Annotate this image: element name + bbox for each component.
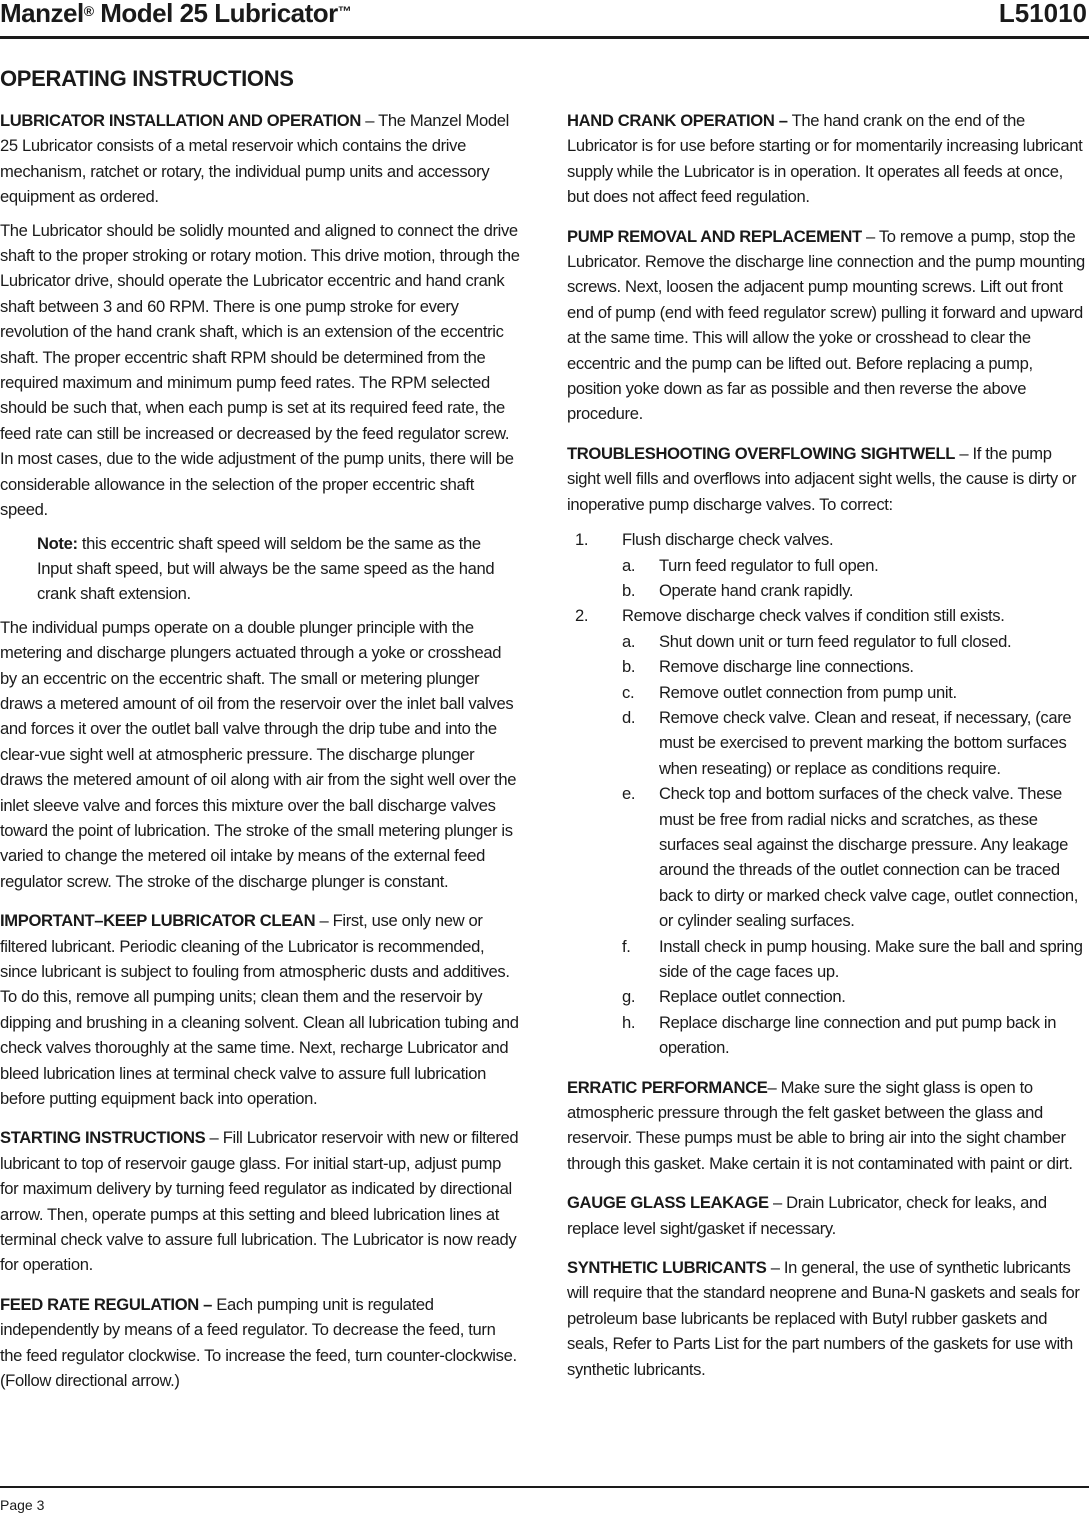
step-item: [567, 527, 1089, 603]
substep-item: [622, 984, 1089, 1009]
feed-rate-text: Each pumping unit is regulated independently by means of a feed regulator. To decrease the feed, turn the feed regulator clockwise. To increase the feed, turn counter-clockwise. (Follow directional arrow.): [0, 1294, 517, 1391]
gauge-glass-text: – Drain Lubricator, check for leaks, and replace level sight/gasket if necessary.: [567, 1193, 1047, 1238]
erratic-paragraph: [567, 1075, 1089, 1177]
substep-item: [622, 705, 1089, 781]
erratic-text: – Make sure the sight glass is open to atmospheric pressure through the felt gasket between the glass and reservoir. These pumps must be able to bring air into the sight chamber through this gasket. Make certain it is not contaminated with paint or dirt.: [567, 1077, 1073, 1173]
starting-paragraph: [0, 1125, 520, 1277]
mounting-paragraph: The Lubricator should be solidly mounted and aligned to connect the drive shaft to the proper stroking or rotary motion. This drive motion, through the Lubricator drive, should operate the Lubricator eccentric and hand crank shaft between 3 and 60 RPM. There is one pump stroke for every revolution of the hand crank shaft, which is an extension of the eccentric shaft. The proper eccentric shaft RPM should be determined from the required maximum and minimum pump feed rates. The RPM selected should be such that, when each pump is set at its required feed rate, the feed rate can still be increased or decreased by the feed regulator screw. In most cases, due to the wide adjustment of the pump units, there will be considerable allowance in the selection of the proper eccentric shaft speed.: [0, 220, 520, 520]
substep-item: [622, 578, 1089, 603]
hand-crank-text: The hand crank on the end of the Lubricator is for use before starting or for momentarily increasing lubricant supply while the Lubricator is in operation. It operates all feeds at once, but does not affect feed regulation.: [567, 111, 1083, 207]
section-title: OPERATING INSTRUCTIONS: [0, 66, 294, 91]
note-paragraph: [37, 531, 520, 607]
starting-heading: STARTING INSTRUCTIONS: [0, 1128, 206, 1148]
substep-item: [622, 1010, 1089, 1061]
document-code: L51010: [998, 0, 1087, 28]
substep-item: [622, 934, 1089, 985]
substep-letter: h.: [622, 1012, 636, 1032]
substep-text: Turn feed regulator to full open.: [659, 555, 879, 575]
substep-letter: a.: [622, 631, 636, 651]
substep-text: Shut down unit or turn feed regulator to full closed.: [659, 631, 1012, 651]
page-number: Page 3: [0, 1497, 45, 1513]
troubleshooting-paragraph: [567, 441, 1089, 517]
substep-letter: a.: [622, 555, 636, 575]
feed-rate-heading: FEED RATE REGULATION –: [0, 1294, 213, 1314]
header-divider: [0, 36, 1089, 39]
substeps-list: [622, 553, 1089, 604]
clean-paragraph: [0, 908, 520, 1111]
footer-divider: [0, 1486, 1089, 1488]
erratic-heading: ERRATIC PERFORMANCE: [567, 1077, 768, 1097]
title-model: Model 25 Lubricator: [93, 0, 338, 28]
substep-item: [622, 553, 1089, 578]
step-number: 2.: [575, 606, 589, 626]
left-column: [0, 108, 520, 1402]
substep-letter: b.: [622, 657, 636, 677]
clean-heading: IMPORTANT–KEEP LUBRICATOR CLEAN: [0, 911, 316, 931]
pump-removal-paragraph: [567, 224, 1089, 427]
substep-item: [622, 629, 1089, 654]
substep-item: [622, 781, 1089, 933]
pump-removal-text: – To remove a pump, stop the Lubricator. Remove the discharge line connection and the pump mounting screws. Next, loosen the adjacent pump mounting screws. Lift out front end of pump (end with feed regulator screw) pulling it forward and upward at the same time. This will allow the yoke or crosshead to clear the eccentric and the pump can be lifted out. Before replacing a pump, position yoke down as far as possible and then reverse the above procedure.: [567, 226, 1085, 424]
substep-item: [622, 654, 1089, 679]
substep-letter: d.: [622, 707, 636, 727]
substep-text: Check top and bottom surfaces of the check valve. These must be free from radial nicks and scratches, as these surfaces seal against the discharge pressure. Any leakage around the threads of the outlet connection can be traced back to dirty or marked check valve cage, outlet connection, or cylinder sealing surfaces.: [659, 784, 1078, 931]
installation-text: – The Manzel Model 25 Lubricator consists of a metal reservoir which contains the drive mechanism, ratchet or rotary, the individual pump units and accessory equipment as ordered.: [0, 111, 510, 207]
clean-text: – First, use only new or filtered lubricant. Periodic cleaning of the Lubricator is recommended, since lubricant is subject to fouling from atmospheric dusts and additives. To do this, remove all pumping units; clean them and the reservoir by dipping and brushing in a cleaning solvent. Clean all lubrication tubing and check valves thoroughly at the same time. Next, recharge Lubricator and bleed lubrication lines at terminal check valve to assure full lubrication before putting equipment back into operation.: [0, 911, 519, 1109]
starting-text: – Fill Lubricator reservoir with new or filtered lubricant to top of reservoir gauge glass. For initial start-up, adjust pump for maximum delivery by turning feed regulator as indicated by directional arrow. Then, operate pumps at this setting and bleed lubrication lines at terminal check valve to assure full lubrication. The Lubricator is now ready for operation.: [0, 1128, 519, 1275]
gauge-glass-heading: GAUGE GLASS LEAKAGE: [567, 1193, 769, 1213]
gauge-glass-paragraph: [567, 1190, 1089, 1241]
trademark-mark: ™: [337, 3, 352, 19]
synthetic-text: – In general, the use of synthetic lubricants will require that the standard neoprene and Buna-N gaskets and seals for petroleum base lubricants be replaced with Butyl rubber gaskets and seals, Refer to Parts List for the part numbers of the gaskets for use with synthetic lubricants.: [567, 1258, 1080, 1379]
step-text: Flush discharge check valves.: [622, 530, 834, 550]
substep-letter: b.: [622, 580, 636, 600]
feed-rate-paragraph: [0, 1292, 520, 1394]
troubleshooting-heading: TROUBLESHOOTING OVERFLOWING SIGHTWELL: [567, 443, 956, 463]
hand-crank-heading: HAND CRANK OPERATION –: [567, 111, 788, 130]
note-heading: Note:: [37, 533, 78, 553]
substep-text: Replace discharge line connection and put pump back in operation.: [659, 1012, 1057, 1058]
registered-mark: ®: [83, 3, 94, 19]
troubleshooting-steps: [567, 527, 1089, 1061]
synthetic-heading: SYNTHETIC LUBRICANTS: [567, 1258, 767, 1278]
step-item: [567, 603, 1089, 1060]
substep-text: Remove check valve. Clean and reseat, if necessary, (care must be exercised to prevent marking the bottom surfaces when reseating) or replace as conditions require.: [659, 707, 1072, 778]
substep-text: Replace outlet connection.: [659, 987, 846, 1007]
synthetic-paragraph: [567, 1255, 1089, 1382]
note-text: this eccentric shaft speed will seldom be the same as the Input shaft speed, but will always be the same speed as the hand crank shaft extension.: [37, 533, 495, 604]
right-column: [567, 108, 1089, 1390]
hand-crank-paragraph: [567, 108, 1089, 210]
step-number: 1.: [575, 530, 589, 550]
substeps-list: [622, 629, 1089, 1061]
substep-text: Remove discharge line connections.: [659, 657, 914, 677]
substep-item: [622, 680, 1089, 705]
document-title: [0, 0, 351, 26]
pump-removal-heading: PUMP REMOVAL AND REPLACEMENT: [567, 226, 862, 246]
pumps-paragraph: The individual pumps operate on a double plunger principle with the metering and discharge plungers actuated through a yoke or crosshead by an eccentric on the eccentric shaft. The small or metering plunger draws a metered amount of oil from the reservoir over the inlet ball valves and forces it over the outlet ball valve through the drip tube and into the clear-vue sight well at atmospheric pressure. The discharge plunger draws the metered amount of oil along with air from the sight well over the inlet sleeve valve and forces this mixture over the ball discharge valves toward the point of lubrication. The stroke of the small metering plunger is varied to change the metered oil intake by means of the external feed regulator screw. The stroke of the discharge plunger is constant.: [0, 617, 517, 891]
substep-letter: f.: [622, 936, 631, 956]
substep-text: Remove outlet connection from pump unit.: [659, 682, 957, 702]
title-brand: Manzel: [0, 0, 84, 28]
installation-paragraph: [0, 108, 520, 210]
substep-text: Operate hand crank rapidly.: [659, 580, 854, 600]
substep-letter: c.: [622, 682, 635, 702]
troubleshooting-text: – If the pump sight well fills and overflows into adjacent sight wells, the cause is dirty or inoperative pump discharge valves. To correct:: [567, 443, 1077, 514]
substep-letter: g.: [622, 987, 636, 1007]
substep-text: Install check in pump housing. Make sure the ball and spring side of the cage faces up.: [659, 936, 1083, 981]
step-text: Remove discharge check valves if condition still exists.: [622, 606, 1005, 626]
installation-heading: LUBRICATOR INSTALLATION AND OPERATION: [0, 111, 361, 130]
substep-letter: e.: [622, 784, 636, 804]
